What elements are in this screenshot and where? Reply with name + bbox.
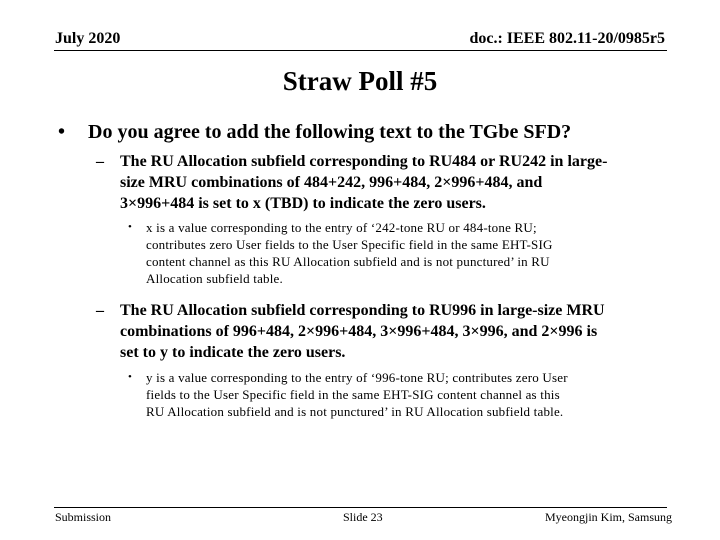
item-2-sub-line-2: fields to the User Specific field in the same EHT-SIG content channel as this [146, 387, 560, 402]
bullet-icon: • [58, 121, 66, 143]
item-1-text [120, 151, 656, 214]
header-divider [54, 50, 667, 51]
footer-slide-number: Slide 23 [343, 510, 383, 524]
header-doc-id: doc.: IEEE 802.11-20/0985r5 [469, 30, 665, 47]
item-1-sub-text [146, 219, 658, 287]
item-1-line-2: size MRU combinations of 484+242, 996+484, 2×996+484, and [120, 174, 543, 191]
item-1-sub-line-1: x is a value corresponding to the entry of ‘242-tone RU or 484-tone RU; [146, 220, 537, 235]
item-1-sub-line-2: contributes zero User fields to the User Specific field in the same EHT-SIG [146, 237, 553, 252]
dash-icon: – [96, 153, 104, 170]
footer-divider [54, 507, 667, 508]
item-2-text [120, 300, 656, 363]
item-2-line-2: combinations of 996+484, 2×996+484, 3×996+484, 3×996, and 2×996 is [120, 323, 598, 340]
item-2-sub-line-3: RU Allocation subfield and is not punctured’ in RU Allocation subfield table. [146, 404, 564, 419]
item-1-line-1: The RU Allocation subfield corresponding to RU484 or RU242 in large- [120, 153, 608, 170]
header-date: July 2020 [55, 30, 121, 47]
bullet-icon: • [128, 221, 133, 233]
item-2-sub-text [146, 369, 658, 420]
item-2-line-3: set to y to indicate the zero users. [120, 344, 346, 361]
footer-author: Myeongjin Kim, Samsung [544, 510, 672, 524]
item-2-line-1: The RU Allocation subfield corresponding to RU996 in large-size MRU [120, 302, 605, 319]
bullet-icon: • [128, 371, 133, 383]
dash-icon: – [96, 302, 104, 319]
item-1-line-3: 3×996+484 is set to x (TBD) to indicate the zero users. [120, 195, 486, 212]
footer-submission: Submission [55, 510, 112, 524]
item-1-sub-line-3: content channel as this RU Allocation subfield and is not punctured’ in RU [146, 254, 550, 269]
slide-title: Straw Poll #5 [282, 66, 438, 96]
question-text: Do you agree to add the following text to the TGbe SFD? [88, 121, 572, 143]
item-1-sub-line-4: Allocation subfield table. [146, 271, 283, 286]
item-2-sub-line-1: y is a value corresponding to the entry of ‘996-tone RU; contributes zero User [146, 370, 568, 385]
